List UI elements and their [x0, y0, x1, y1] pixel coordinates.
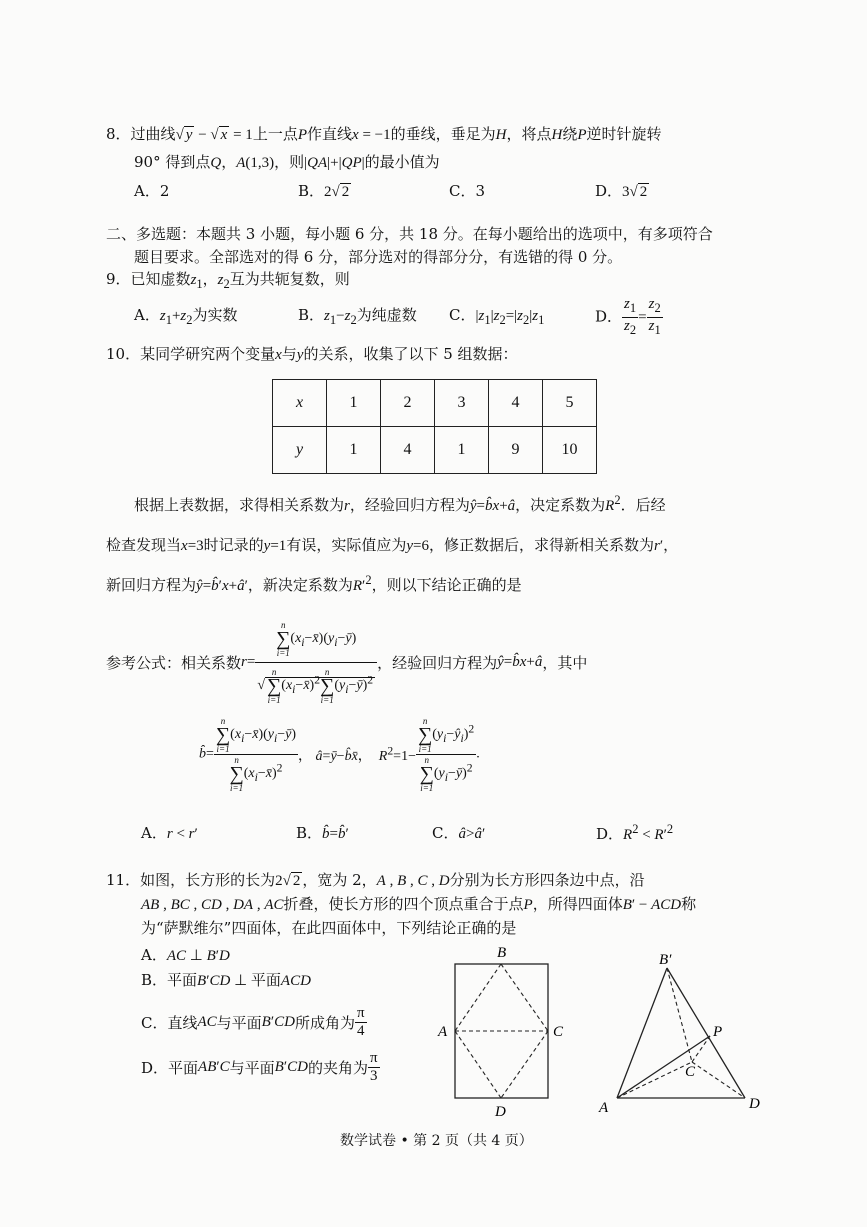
q10-option-c: C．â>â′ — [432, 824, 486, 842]
q10-paragraph-3: 新回归方程为ŷ=b̂′x+â′，新决定系数为$R'^2$，则以下结论正确的是 — [106, 573, 522, 594]
table-cell: 3 — [435, 380, 489, 427]
label-p: P — [713, 1024, 723, 1040]
label-c: C — [685, 1064, 696, 1080]
table-cell: 10 — [543, 427, 597, 474]
q10-option-d: D．$R^2 < R'^2$ — [596, 822, 674, 843]
q11-option-a: A．AC ⊥ B′D — [141, 946, 230, 964]
q11-option-d: D．平面AB′C与平面B′CD的夹角为 $\frac{\pi}{3}$ — [141, 1050, 378, 1084]
table-cell: 4 — [489, 380, 543, 427]
table-cell: 2 — [381, 380, 435, 427]
label-b: B — [497, 945, 507, 961]
q8-line1: 8．过曲线√ y − √ x = 1上一点P作直线x = −1的垂线，垂足为H，将点H绕P逆时针旋转 — [106, 125, 662, 143]
q9-option-d: D． $\frac{z_1}{z_2}$ = $\frac{z_2}{z_1}$ — [595, 296, 661, 337]
label-a: A — [438, 1024, 448, 1040]
q8-line2: 90° 得到点Q，A(1,3)，则|QA|+|QP|的最小值为 — [134, 153, 440, 171]
table-cell: 9 — [489, 427, 543, 474]
q11-line1: 11．如图，长方形的长为2√ 2 ，宽为 2，A , B , C , D分别为长方形四条边中点，沿 — [106, 871, 645, 889]
table-cell: 1 — [327, 427, 381, 474]
table-row — [273, 380, 597, 427]
table-header-x: x — [273, 380, 327, 427]
table-row — [273, 427, 597, 474]
edge-c-d — [692, 1062, 745, 1098]
page-footer: 数学试卷 • 第 2 页（共 4 页） — [340, 1133, 533, 1149]
q11-line2: AB , BC , CD , DA , AC折叠，使长方形的四个顶点重合于点P，所得四面体B′ − ACD称 — [141, 895, 697, 913]
q8-option-d: D．3√ 2 — [595, 182, 648, 200]
reference-formula-r: 参考公式：相关系数r= n ∑ i=1 $(x_i-x̄)(y_i-ȳ)$ √ n ∑ i=1 $(x_i-x̄)^2$ n ∑ i=1 $(y_i-ȳ)^2$ ，经验回归方程为ŷ=b̂x+â，其中 — [106, 620, 588, 705]
label-b-prime: B′ — [659, 952, 672, 968]
q9-option-a: A．$z_1+z_2$为实数 — [134, 306, 238, 327]
q10-option-a: A．r < r′ — [141, 824, 198, 842]
label-a: A — [599, 1100, 609, 1116]
fold-line-cd — [501, 1031, 548, 1098]
table-cell: 1 — [327, 380, 381, 427]
q10-paragraph-2: 检查发现当x=3时记录的y=1有误，实际值应为y=6，修正数据后，求得新相关系数为r′， — [106, 536, 679, 554]
label-d: D — [749, 1096, 760, 1112]
q10-stem: 10．某同学研究两个变量x与y的关系，收集了以下 5 组数据： — [106, 345, 518, 363]
q9-option-c: C．$|z_1|z_2=|z_2|z_1$ — [449, 306, 545, 327]
section2-heading-line2: 题目要求。全部选对的得 6 分，部分选对的得部分分，有选错的得 0 分。 — [134, 248, 623, 266]
rectangle-figure — [430, 940, 580, 1120]
q8-option-b: B．2√ 2 — [298, 182, 350, 200]
edge-bp-d — [667, 968, 745, 1098]
q11-line3: 为“萨默维尔”四面体，在此四面体中，下列结论正确的是 — [141, 919, 517, 937]
section2-heading-line1: 二、多选题：本题共 3 小题，每小题 6 分，共 18 分。在每小题给出的选项中，有多项符合 — [106, 225, 713, 243]
table-cell: 5 — [543, 380, 597, 427]
fold-line-ab — [455, 964, 501, 1031]
q9-option-b: B．$z_1-z_2$为纯虚数 — [298, 306, 417, 327]
q10-paragraph-1: 根据上表数据，求得相关系数为r，经验回归方程为ŷ=b̂x+â，决定系数为$R^2$．后经 — [134, 493, 666, 514]
q10-option-b: B．b̂=b̂′ — [296, 824, 349, 842]
edge-a-p — [617, 1036, 710, 1098]
reference-formula-b-a-r2: b̂= n ∑ i=1 $(x_i-x̄)(y_i-ȳ)$ n ∑ i=1 $(x_i-x̄)^2$ ， â=ȳ−b̂x̄， $R^2=1-$ n ∑ i=1 $(y_i-ŷ_i)^2$ n ∑ i=1 $(y_i-ȳ)^2$ . — [199, 716, 480, 793]
tetrahedron-figure — [595, 948, 775, 1118]
label-c: C — [553, 1024, 564, 1040]
fold-line-bc — [501, 964, 548, 1031]
table-cell: 1 — [435, 427, 489, 474]
table-header-y: y — [273, 427, 327, 474]
q11-option-b: B．平面B′CD ⊥ 平面ACD — [141, 971, 311, 989]
fold-line-da — [455, 1031, 501, 1098]
data-table — [272, 379, 597, 474]
edge-c-p — [692, 1036, 710, 1062]
edge-bp-a — [617, 968, 667, 1098]
q9-stem: 9．已知虚数$z_1$，$z_2$互为共轭复数，则 — [106, 270, 350, 291]
q11-option-c: C．直线AC与平面B′CD所成角为 $\frac{\pi}{4}$ — [141, 1005, 365, 1039]
label-d: D — [495, 1104, 506, 1120]
table-cell: 4 — [381, 427, 435, 474]
q8-option-c: C．3 — [449, 182, 486, 200]
edge-bp-c — [667, 968, 692, 1062]
q8-option-a: A．2 — [134, 182, 170, 200]
